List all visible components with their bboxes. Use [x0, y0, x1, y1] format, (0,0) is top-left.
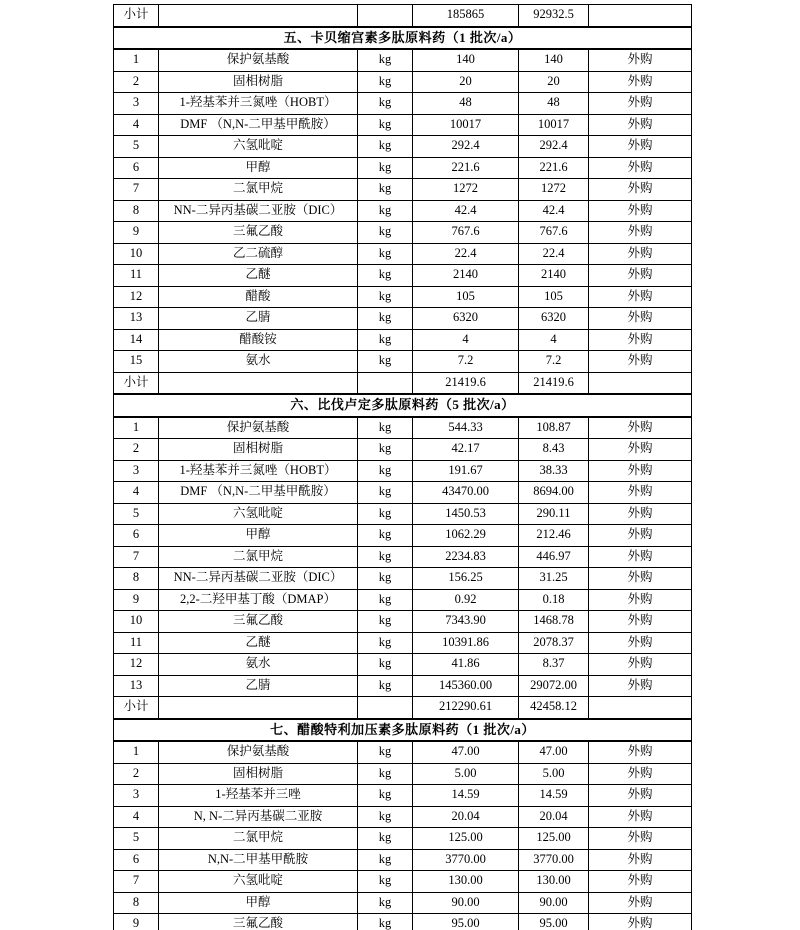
unit-cell: kg: [358, 243, 413, 265]
source-cell: 外购: [589, 329, 692, 351]
row-number-cell: 12: [114, 286, 159, 308]
quantity-total-cell: 7.2: [413, 351, 519, 373]
source-cell: 外购: [589, 265, 692, 287]
material-name-cell: 保护氨基酸: [159, 49, 358, 71]
source-cell: 外购: [589, 286, 692, 308]
quantity-total-cell: 140: [413, 49, 519, 71]
quantity-batch-cell: 8694.00: [519, 482, 589, 504]
material-row: [114, 200, 692, 222]
quantity-batch-cell: 38.33: [519, 460, 589, 482]
unit-cell: kg: [358, 49, 413, 71]
subtotal-row: [114, 697, 692, 719]
quantity-total-cell: 221.6: [413, 157, 519, 179]
material-name-cell: DMF （N,N-二甲基甲酰胺）: [159, 114, 358, 136]
quantity-total-cell: 1062.29: [413, 525, 519, 547]
unit-cell: kg: [358, 265, 413, 287]
quantity-batch-cell: 14.59: [519, 785, 589, 807]
row-number-cell: 6: [114, 525, 159, 547]
row-number-cell: 15: [114, 351, 159, 373]
row-number-cell: 2: [114, 763, 159, 785]
source-cell: 外购: [589, 654, 692, 676]
source-cell: 外购: [589, 871, 692, 893]
quantity-batch-cell: 48: [519, 93, 589, 115]
unit-cell: kg: [358, 308, 413, 330]
unit-cell: [358, 5, 413, 27]
unit-cell: kg: [358, 806, 413, 828]
row-number-cell: 6: [114, 849, 159, 871]
row-number-cell: 3: [114, 460, 159, 482]
source-cell: 外购: [589, 611, 692, 633]
source-cell: 外购: [589, 71, 692, 93]
quantity-total-cell: 1272: [413, 179, 519, 201]
quantity-batch-cell: 8.37: [519, 654, 589, 676]
material-name-cell: 氨水: [159, 351, 358, 373]
material-row: [114, 460, 692, 482]
row-number-cell: 7: [114, 871, 159, 893]
quantity-total-cell: 6320: [413, 308, 519, 330]
row-number-cell: 10: [114, 611, 159, 633]
source-cell: 外购: [589, 482, 692, 504]
subtotal-label-cell: 小计: [114, 697, 159, 719]
unit-cell: kg: [358, 136, 413, 158]
material-name-cell: NN-二异丙基碳二亚胺（DIC）: [159, 200, 358, 222]
material-row: [114, 806, 692, 828]
quantity-batch-cell: 140: [519, 49, 589, 71]
material-row: [114, 654, 692, 676]
quantity-batch-cell: 125.00: [519, 828, 589, 850]
quantity-total-cell: 2234.83: [413, 546, 519, 568]
raw-materials-table-body: [114, 5, 692, 930]
material-name-cell: 1-羟基苯并三氮唑（HOBT）: [159, 460, 358, 482]
row-number-cell: 1: [114, 741, 159, 763]
material-row: [114, 741, 692, 763]
source-cell: 外购: [589, 849, 692, 871]
material-name-cell: [159, 372, 358, 394]
quantity-total-cell: 43470.00: [413, 482, 519, 504]
quantity-batch-cell: 212.46: [519, 525, 589, 547]
quantity-total-cell: 1450.53: [413, 503, 519, 525]
quantity-batch-cell: 20.04: [519, 806, 589, 828]
quantity-batch-cell: 7.2: [519, 351, 589, 373]
quantity-total-cell: 22.4: [413, 243, 519, 265]
quantity-total-cell: 2140: [413, 265, 519, 287]
material-name-cell: 二氯甲烷: [159, 546, 358, 568]
material-name-cell: 乙醚: [159, 265, 358, 287]
material-name-cell: 保护氨基酸: [159, 417, 358, 439]
material-row: [114, 329, 692, 351]
quantity-batch-cell: 47.00: [519, 741, 589, 763]
quantity-batch-cell: 0.18: [519, 589, 589, 611]
unit-cell: kg: [358, 828, 413, 850]
quantity-batch-cell: 446.97: [519, 546, 589, 568]
row-number-cell: 10: [114, 243, 159, 265]
quantity-total-cell: 21419.6: [413, 372, 519, 394]
unit-cell: kg: [358, 763, 413, 785]
quantity-total-cell: 14.59: [413, 785, 519, 807]
quantity-total-cell: 48: [413, 93, 519, 115]
raw-materials-table: [113, 4, 692, 930]
material-row: [114, 568, 692, 590]
source-cell: 外购: [589, 200, 692, 222]
unit-cell: kg: [358, 675, 413, 697]
unit-cell: kg: [358, 503, 413, 525]
source-cell: [589, 697, 692, 719]
source-cell: 外购: [589, 93, 692, 115]
source-cell: 外购: [589, 546, 692, 568]
quantity-batch-cell: 2140: [519, 265, 589, 287]
source-cell: 外购: [589, 157, 692, 179]
section-header-row: [114, 719, 692, 742]
quantity-batch-cell: 130.00: [519, 871, 589, 893]
row-number-cell: 14: [114, 329, 159, 351]
quantity-batch-cell: 1272: [519, 179, 589, 201]
section-title-cell: 五、卡贝缩宫素多肽原料药（1 批次/a）: [114, 27, 692, 50]
quantity-batch-cell: 31.25: [519, 568, 589, 590]
source-cell: 外购: [589, 914, 692, 930]
material-name-cell: 二氯甲烷: [159, 179, 358, 201]
quantity-batch-cell: 21419.6: [519, 372, 589, 394]
unit-cell: kg: [358, 157, 413, 179]
source-cell: 外购: [589, 49, 692, 71]
quantity-total-cell: 42.17: [413, 439, 519, 461]
material-name-cell: 乙二硫醇: [159, 243, 358, 265]
material-name-cell: N,N-二甲基甲酰胺: [159, 849, 358, 871]
unit-cell: kg: [358, 611, 413, 633]
subtotal-row: [114, 372, 692, 394]
section-header-row: [114, 27, 692, 50]
material-name-cell: 乙醚: [159, 632, 358, 654]
source-cell: 外购: [589, 763, 692, 785]
material-name-cell: 三氟乙酸: [159, 222, 358, 244]
source-cell: 外购: [589, 806, 692, 828]
material-name-cell: [159, 5, 358, 27]
subtotal-label-cell: 小计: [114, 5, 159, 27]
quantity-total-cell: 3770.00: [413, 849, 519, 871]
material-row: [114, 49, 692, 71]
source-cell: [589, 372, 692, 394]
unit-cell: kg: [358, 741, 413, 763]
quantity-batch-cell: 20: [519, 71, 589, 93]
material-name-cell: N, N-二异丙基碳二亚胺: [159, 806, 358, 828]
unit-cell: kg: [358, 286, 413, 308]
row-number-cell: 5: [114, 136, 159, 158]
material-name-cell: 氨水: [159, 654, 358, 676]
material-row: [114, 417, 692, 439]
quantity-total-cell: 10017: [413, 114, 519, 136]
material-row: [114, 546, 692, 568]
row-number-cell: 1: [114, 49, 159, 71]
quantity-batch-cell: 5.00: [519, 763, 589, 785]
quantity-total-cell: 47.00: [413, 741, 519, 763]
quantity-total-cell: 5.00: [413, 763, 519, 785]
unit-cell: kg: [358, 222, 413, 244]
row-number-cell: 4: [114, 806, 159, 828]
quantity-total-cell: 767.6: [413, 222, 519, 244]
row-number-cell: 11: [114, 632, 159, 654]
material-name-cell: 六氢吡啶: [159, 136, 358, 158]
material-row: [114, 675, 692, 697]
quantity-total-cell: 42.4: [413, 200, 519, 222]
material-name-cell: 乙腈: [159, 308, 358, 330]
quantity-total-cell: 90.00: [413, 892, 519, 914]
material-name-cell: 六氢吡啶: [159, 503, 358, 525]
row-number-cell: 5: [114, 503, 159, 525]
source-cell: 外购: [589, 114, 692, 136]
row-number-cell: 12: [114, 654, 159, 676]
quantity-batch-cell: 8.43: [519, 439, 589, 461]
material-name-cell: 醋酸铵: [159, 329, 358, 351]
unit-cell: kg: [358, 93, 413, 115]
source-cell: 外购: [589, 439, 692, 461]
unit-cell: kg: [358, 329, 413, 351]
material-row: [114, 503, 692, 525]
source-cell: 外购: [589, 785, 692, 807]
material-name-cell: 六氢吡啶: [159, 871, 358, 893]
quantity-batch-cell: 22.4: [519, 243, 589, 265]
material-row: [114, 914, 692, 930]
quantity-batch-cell: 95.00: [519, 914, 589, 930]
material-name-cell: [159, 697, 358, 719]
material-name-cell: 1-羟基苯并三氮唑（HOBT）: [159, 93, 358, 115]
row-number-cell: 9: [114, 914, 159, 930]
quantity-total-cell: 10391.86: [413, 632, 519, 654]
row-number-cell: 4: [114, 114, 159, 136]
row-number-cell: 2: [114, 439, 159, 461]
unit-cell: kg: [358, 439, 413, 461]
quantity-total-cell: 191.67: [413, 460, 519, 482]
source-cell: 外购: [589, 568, 692, 590]
material-name-cell: 甲醇: [159, 157, 358, 179]
material-row: [114, 351, 692, 373]
quantity-batch-cell: 2078.37: [519, 632, 589, 654]
source-cell: 外购: [589, 136, 692, 158]
source-cell: 外购: [589, 675, 692, 697]
quantity-batch-cell: 29072.00: [519, 675, 589, 697]
quantity-total-cell: 130.00: [413, 871, 519, 893]
material-name-cell: 三氟乙酸: [159, 611, 358, 633]
material-row: [114, 589, 692, 611]
row-number-cell: 6: [114, 157, 159, 179]
source-cell: 外购: [589, 308, 692, 330]
material-row: [114, 114, 692, 136]
material-name-cell: 甲醇: [159, 892, 358, 914]
row-number-cell: 3: [114, 785, 159, 807]
quantity-batch-cell: 767.6: [519, 222, 589, 244]
source-cell: 外购: [589, 589, 692, 611]
source-cell: 外购: [589, 460, 692, 482]
quantity-batch-cell: 105: [519, 286, 589, 308]
unit-cell: kg: [358, 632, 413, 654]
section-header-row: [114, 394, 692, 417]
source-cell: 外购: [589, 179, 692, 201]
material-row: [114, 828, 692, 850]
row-number-cell: 8: [114, 200, 159, 222]
unit-cell: kg: [358, 654, 413, 676]
material-row: [114, 849, 692, 871]
source-cell: 外购: [589, 525, 692, 547]
material-name-cell: 甲醇: [159, 525, 358, 547]
row-number-cell: 11: [114, 265, 159, 287]
quantity-batch-cell: 6320: [519, 308, 589, 330]
quantity-batch-cell: 92932.5: [519, 5, 589, 27]
source-cell: 外购: [589, 417, 692, 439]
quantity-batch-cell: 221.6: [519, 157, 589, 179]
material-row: [114, 136, 692, 158]
unit-cell: kg: [358, 546, 413, 568]
material-name-cell: 保护氨基酸: [159, 741, 358, 763]
quantity-total-cell: 544.33: [413, 417, 519, 439]
unit-cell: kg: [358, 568, 413, 590]
material-row: [114, 222, 692, 244]
quantity-batch-cell: 108.87: [519, 417, 589, 439]
material-row: [114, 785, 692, 807]
subtotal-label-cell: 小计: [114, 372, 159, 394]
material-name-cell: 三氟乙酸: [159, 914, 358, 930]
row-number-cell: 7: [114, 179, 159, 201]
quantity-batch-cell: 1468.78: [519, 611, 589, 633]
material-name-cell: 1-羟基苯并三唑: [159, 785, 358, 807]
row-number-cell: 2: [114, 71, 159, 93]
row-number-cell: 7: [114, 546, 159, 568]
quantity-total-cell: 212290.61: [413, 697, 519, 719]
row-number-cell: 8: [114, 892, 159, 914]
material-row: [114, 525, 692, 547]
row-number-cell: 9: [114, 222, 159, 244]
row-number-cell: 8: [114, 568, 159, 590]
quantity-batch-cell: 42.4: [519, 200, 589, 222]
material-name-cell: 固相树脂: [159, 439, 358, 461]
section-title-cell: 七、醋酸特利加压素多肽原料药（1 批次/a）: [114, 719, 692, 742]
subtotal-row: [114, 5, 692, 27]
material-row: [114, 482, 692, 504]
material-row: [114, 286, 692, 308]
source-cell: 外购: [589, 828, 692, 850]
material-row: [114, 265, 692, 287]
unit-cell: kg: [358, 914, 413, 930]
unit-cell: kg: [358, 785, 413, 807]
unit-cell: kg: [358, 351, 413, 373]
material-row: [114, 611, 692, 633]
material-name-cell: 乙腈: [159, 675, 358, 697]
source-cell: 外购: [589, 741, 692, 763]
unit-cell: kg: [358, 871, 413, 893]
row-number-cell: 3: [114, 93, 159, 115]
quantity-total-cell: 95.00: [413, 914, 519, 930]
material-name-cell: 固相树脂: [159, 71, 358, 93]
unit-cell: kg: [358, 114, 413, 136]
quantity-batch-cell: 290.11: [519, 503, 589, 525]
material-row: [114, 179, 692, 201]
unit-cell: [358, 697, 413, 719]
quantity-total-cell: 125.00: [413, 828, 519, 850]
row-number-cell: 13: [114, 675, 159, 697]
quantity-total-cell: 292.4: [413, 136, 519, 158]
section-title-cell: 六、比伐卢定多肽原料药（5 批次/a）: [114, 394, 692, 417]
unit-cell: kg: [358, 179, 413, 201]
material-row: [114, 308, 692, 330]
unit-cell: kg: [358, 482, 413, 504]
quantity-total-cell: 185865: [413, 5, 519, 27]
row-number-cell: 5: [114, 828, 159, 850]
unit-cell: kg: [358, 200, 413, 222]
material-row: [114, 632, 692, 654]
unit-cell: kg: [358, 460, 413, 482]
quantity-total-cell: 0.92: [413, 589, 519, 611]
quantity-batch-cell: 10017: [519, 114, 589, 136]
quantity-total-cell: 156.25: [413, 568, 519, 590]
source-cell: 外购: [589, 243, 692, 265]
quantity-total-cell: 7343.90: [413, 611, 519, 633]
quantity-batch-cell: 90.00: [519, 892, 589, 914]
unit-cell: kg: [358, 71, 413, 93]
material-row: [114, 892, 692, 914]
unit-cell: kg: [358, 525, 413, 547]
material-name-cell: 2,2-二羟甲基丁酸（DMAP）: [159, 589, 358, 611]
material-row: [114, 243, 692, 265]
source-cell: 外购: [589, 222, 692, 244]
material-row: [114, 763, 692, 785]
quantity-batch-cell: 42458.12: [519, 697, 589, 719]
quantity-batch-cell: 3770.00: [519, 849, 589, 871]
row-number-cell: 13: [114, 308, 159, 330]
source-cell: 外购: [589, 892, 692, 914]
source-cell: [589, 5, 692, 27]
quantity-total-cell: 145360.00: [413, 675, 519, 697]
quantity-batch-cell: 292.4: [519, 136, 589, 158]
quantity-total-cell: 41.86: [413, 654, 519, 676]
material-name-cell: DMF （N,N-二甲基甲酰胺）: [159, 482, 358, 504]
quantity-total-cell: 105: [413, 286, 519, 308]
row-number-cell: 1: [114, 417, 159, 439]
source-cell: 外购: [589, 632, 692, 654]
quantity-batch-cell: 4: [519, 329, 589, 351]
row-number-cell: 9: [114, 589, 159, 611]
material-row: [114, 439, 692, 461]
material-row: [114, 871, 692, 893]
material-row: [114, 71, 692, 93]
unit-cell: kg: [358, 417, 413, 439]
source-cell: 外购: [589, 351, 692, 373]
unit-cell: kg: [358, 849, 413, 871]
material-row: [114, 93, 692, 115]
unit-cell: kg: [358, 589, 413, 611]
quantity-total-cell: 20: [413, 71, 519, 93]
unit-cell: kg: [358, 892, 413, 914]
material-name-cell: 醋酸: [159, 286, 358, 308]
material-name-cell: NN-二异丙基碳二亚胺（DIC）: [159, 568, 358, 590]
quantity-total-cell: 20.04: [413, 806, 519, 828]
row-number-cell: 4: [114, 482, 159, 504]
quantity-total-cell: 4: [413, 329, 519, 351]
unit-cell: [358, 372, 413, 394]
source-cell: 外购: [589, 503, 692, 525]
material-row: [114, 157, 692, 179]
material-name-cell: 固相树脂: [159, 763, 358, 785]
material-name-cell: 二氯甲烷: [159, 828, 358, 850]
